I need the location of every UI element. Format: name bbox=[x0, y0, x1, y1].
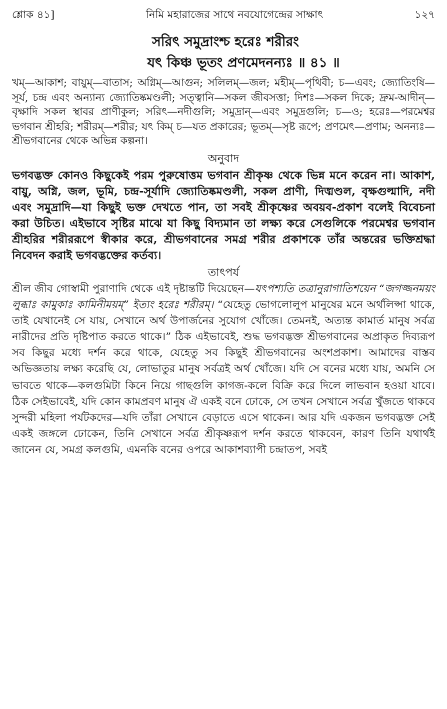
verse-block bbox=[12, 32, 435, 74]
purport-sanskrit-quote: যৎপশ্যতি তত্রানুরাগাতিশয়েন “জগজ্জনময়ং লুব্ধাঃ কামুকাঃ কামিনীময়ম্‌” ইত্যং হরেঃ শরীরম্‌। bbox=[12, 282, 435, 312]
synonyms-paragraph: খম্‌—আকাশ; বায়ুম্‌—বাতাস; অগ্নিম্‌—আগুন; সলিলম্‌—জল; মহীম্‌—পৃথিবী; চ—এবং; জ্যোতিংষি—সূর্য, চন্দ্র এবং অন্যান্য জ্যোতিষ্কমণ্ডলী; সত্ত্বানি—সকল জীবসত্তা; দিশঃ—সকল দিকে; দ্রুম-আদীন্‌—বৃক্ষাদি সকল স্থাবর প্রাণীকুল; সরিৎ—নদীগুলি; সমুদ্রান্‌—এবং সমুদ্রগুলি; চ—ও; হরেঃ—পরমেশ্বর ভগবান শ্রীহরি; শরীরম্‌—শরীর; যৎ কিম্‌ চ—যত প্রকারের; ভূতম্‌—সৃষ্ট রূপে; প্রণমেৎ—প্রণাম; অনন্যঃ—শ্রীভগবানের থেকে অভিন্ন কল্পনা। bbox=[12, 77, 435, 148]
purport-intro: শ্রীল জীব গোস্বামী পুরাণাদি থেকে এই দৃষ্টান্তটি দিয়েছেন— bbox=[12, 282, 255, 295]
verse-line-1: সরিৎ সমুদ্রাংশ্চ হরেঃ শরীরং bbox=[152, 34, 299, 50]
translation-paragraph: ভগবদ্ভক্ত কোনও কিছুকেই পরম পুরুষোত্তম ভগবান শ্রীকৃষ্ণ থেকে ভিন্ন মনে করেন না। আকাশ, বায়ু, অগ্নি, জল, ভূমি, চন্দ্র-সূর্যাদি জ্যোতিষ্কমণ্ডলী, সকল প্রাণী, দিঙ্মণ্ডল, বৃক্ষগুল্মাদি, নদী এবং সমুদ্রাদি—যা কিছুই ভক্ত দেখতে পান, তা সবই শ্রীকৃষ্ণের অবয়ব-প্রকাশ বলেই বিবেচনা করা উচিত। এইভাবে সৃষ্টির মাঝে যা কিছু বিদ্যমান তা লক্ষ্য করে সেগুলিকে পরমেশ্বর ভগবান শ্রীহরির শরীররূপে স্বীকার করে, শ্রীভগবানের সমগ্র শরীর প্রকাশকে তাঁর অন্তরের ভক্তিশ্রদ্ধা নিবেদন করাই ভগবদ্ভক্তের কর্তব্য। bbox=[12, 167, 435, 262]
verse-line-2: যৎ কিঞ্চ ভূতং প্রণমেদনন্যঃ ॥ ৪১ ॥ bbox=[147, 55, 340, 71]
header-chapter-title: নিমি মহারাজের সাথে নবযোগেন্দ্রের সাক্ষাৎ bbox=[145, 9, 324, 21]
page-number: ১২৭ bbox=[414, 9, 435, 21]
translation-heading: অনুবাদ bbox=[207, 151, 240, 165]
purport-heading: তাৎপর্য bbox=[207, 265, 240, 279]
purport-body: “যেহেতু ভোগলোলুপ মানুষের মনে অর্থলিপ্সা থাকে, তাই যেখানেই সে যায়, সেখানে অর্থ উপার্জনের সুযোগ খোঁজে। তেমনই, অত্যন্ত কামার্ত মানুষ সর্বত্র নারীদের প্রতি দৃষ্টিপাত করতে থাকে।” ঠিক এইভাবেই, শুদ্ধ ভগবদ্ভক্ত শ্রীভগবানের অপ্রাকৃত দিব্যরূপ সব কিছুর মধ্যে দর্শন করে থাকে, যেহেতু সব কিছুই শ্রীভগবানের অংশপ্রকাশ। আমাদের বাস্তব অভিজ্ঞতায় লক্ষ্য করেছি যে, লোভাতুর মানুষ সর্বত্রই অর্থ খোঁজে। যদি সে বনের মধ্যে যায়, অমনি সে ভাবতে থাকে—কলগুমিটা কিনে নিয়ে গাছগুলি কাগজ-কলে বিক্রি করে দিলে লাভবান হওয়া যাবে। ঠিক সেইভাবেই, যদি কোন কামপ্রবণ মানুষ ঐ একই বনে ঢোকে, সে তখন সেখানে সর্বত্র খুঁজতে থাকবে সুন্দরী মহিলা পর্যটকদের—যদি তাঁরা সেখানে বেড়াতে এসে থাকেন। আর যদি একজন ভগবদ্ভক্ত সেই একই জঙ্গলে ঢোকেন, তিনি সেখানে সর্বত্র শ্রীকৃষ্ণরূপ দর্শন করতে থাকবেন, কারণ তিনি যথার্থই জানেন যে, সমগ্র কলগুমি, এমনকি বনের ওপরে আকাশব্যাপী চন্দ্রাতপ, সবই bbox=[12, 299, 435, 456]
header-verse-ref: শ্লোক ৪১] bbox=[12, 9, 55, 21]
running-header bbox=[12, 8, 435, 22]
purport-paragraph bbox=[12, 281, 435, 458]
